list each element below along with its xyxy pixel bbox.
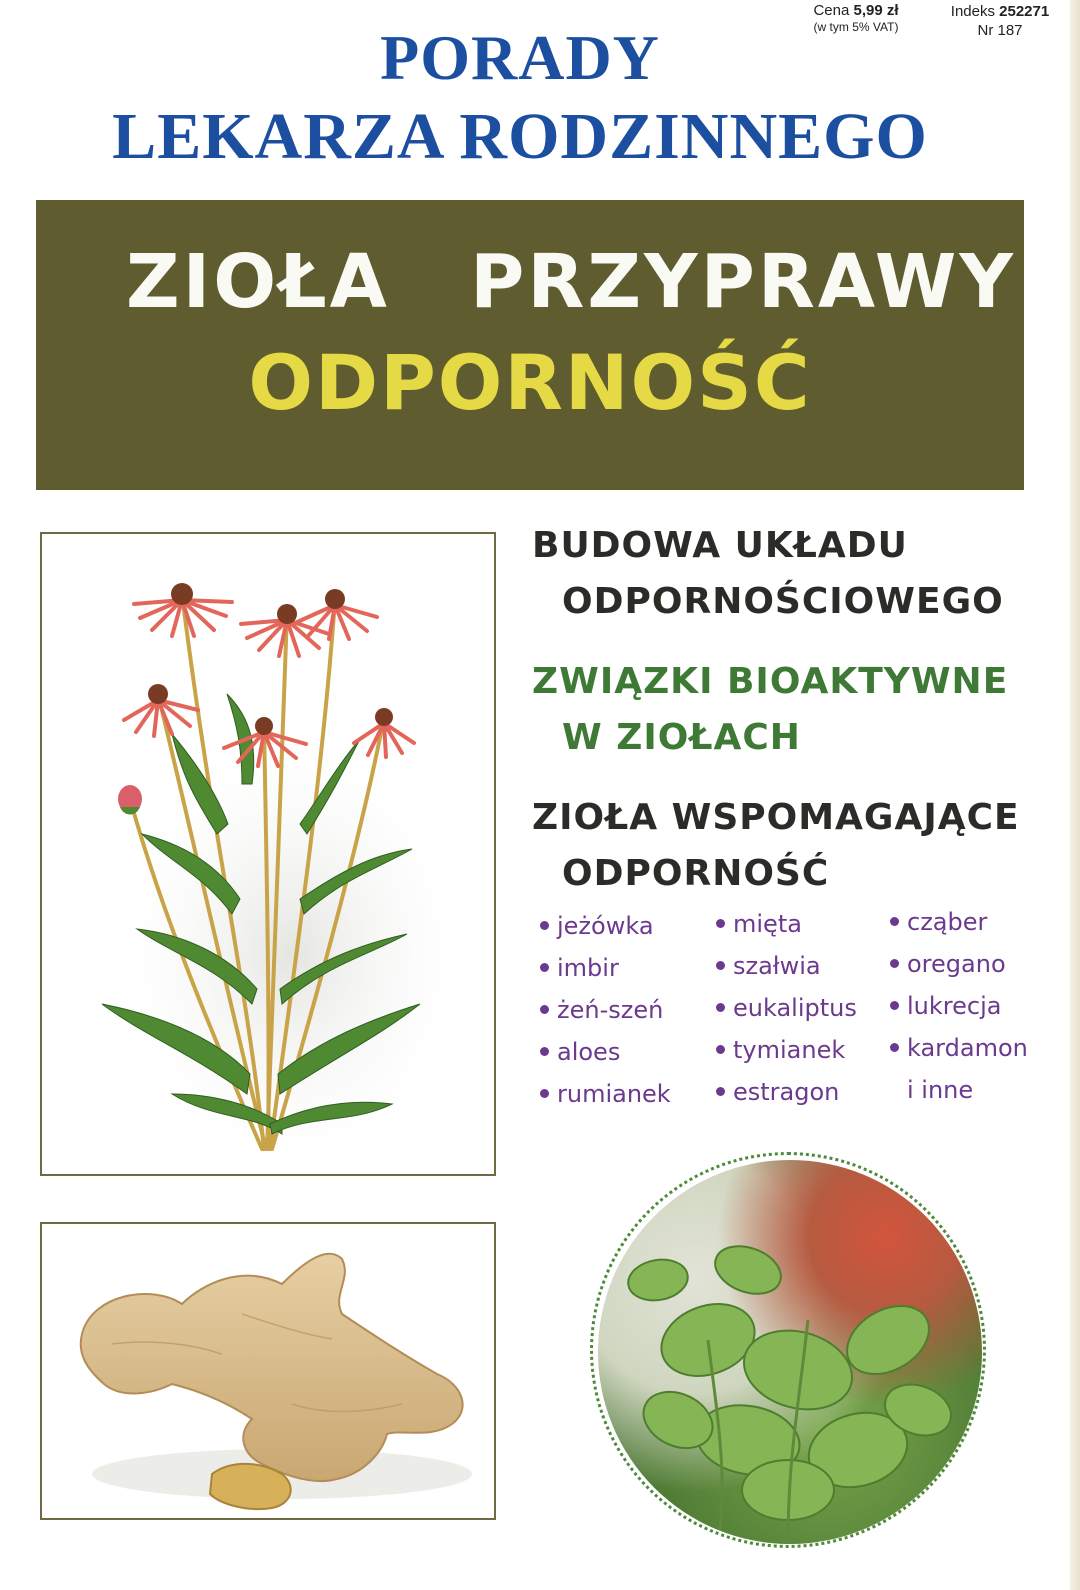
banner-word-przyprawy: PRZYPRAWY [470, 239, 1016, 325]
bullet-icon [716, 1087, 725, 1096]
list-item: i inne [907, 1076, 974, 1104]
masthead-line2: LEKARZA RODZINNEGO [112, 100, 928, 173]
banner-word-odpornosc: ODPORNOŚĆ [248, 338, 812, 427]
ginger-root-photo [42, 1224, 494, 1518]
headline-3-line1: ZIOŁA WSPOMAGAJĄCE [532, 797, 1020, 838]
list-item: estragon [716, 1071, 857, 1113]
issue-number: Nr 187 [977, 22, 1023, 39]
price-vat: (w tym 5% VAT) [813, 20, 899, 34]
list-item: mięta [716, 903, 857, 945]
ginger-frame [40, 1222, 496, 1520]
list-item: oregano [890, 943, 1028, 985]
list-item: tymianek [716, 1029, 857, 1071]
headline-2-line1: ZWIĄZKI BIOAKTYWNE [532, 661, 1009, 702]
herb-list-col2 [716, 903, 857, 1113]
index-value: 252271 [999, 3, 1050, 20]
headline-3-line2: ODPORNOŚĆ [562, 853, 830, 894]
bullet-icon [540, 1005, 549, 1014]
price-label: Cena [813, 2, 850, 19]
bullet-icon [540, 921, 549, 930]
bullet-icon [890, 917, 899, 926]
bullet-icon [540, 1089, 549, 1098]
bullet-icon [716, 961, 725, 970]
list-item: jeżówka [540, 905, 671, 947]
list-item: cząber [890, 901, 1028, 943]
bullet-icon [716, 1045, 725, 1054]
list-item: lukrecja [890, 985, 1028, 1027]
banner-word-ziola: ZIOŁA [126, 239, 390, 325]
herb-list-col3 [890, 901, 1028, 1111]
headline-1-line2: ODPORNOŚCIOWEGO [562, 581, 1004, 622]
bullet-icon [540, 1047, 549, 1056]
page-edge [1070, 0, 1080, 1590]
list-item: rumianek [540, 1073, 671, 1115]
oregano-leaves [598, 1160, 982, 1544]
list-item: imbir [540, 947, 671, 989]
list-item: szałwia [716, 945, 857, 987]
list-item: aloes [540, 1031, 671, 1073]
headline-2-line2: W ZIOŁACH [562, 717, 801, 758]
list-item: żeń-szeń [540, 989, 671, 1031]
title-banner [36, 200, 1024, 490]
bullet-icon [540, 963, 549, 972]
bullet-icon [716, 919, 725, 928]
index-label: Indeks [950, 3, 995, 20]
bullet-icon [890, 1001, 899, 1010]
masthead-line1: PORADY [380, 22, 660, 93]
herb-list-col1 [540, 905, 671, 1115]
price-value: 5,99 zł [853, 2, 899, 19]
echinacea-frame [40, 532, 496, 1176]
bullet-icon [716, 1003, 725, 1012]
list-item: kardamon [890, 1027, 1028, 1069]
echinacea-illustration [42, 534, 494, 1174]
list-item: eukaliptus [716, 987, 857, 1029]
headline-1-line1: BUDOWA UKŁADU [532, 525, 908, 566]
bullet-icon [890, 959, 899, 968]
oregano-plant-photo [598, 1160, 982, 1544]
bullet-icon [890, 1043, 899, 1052]
